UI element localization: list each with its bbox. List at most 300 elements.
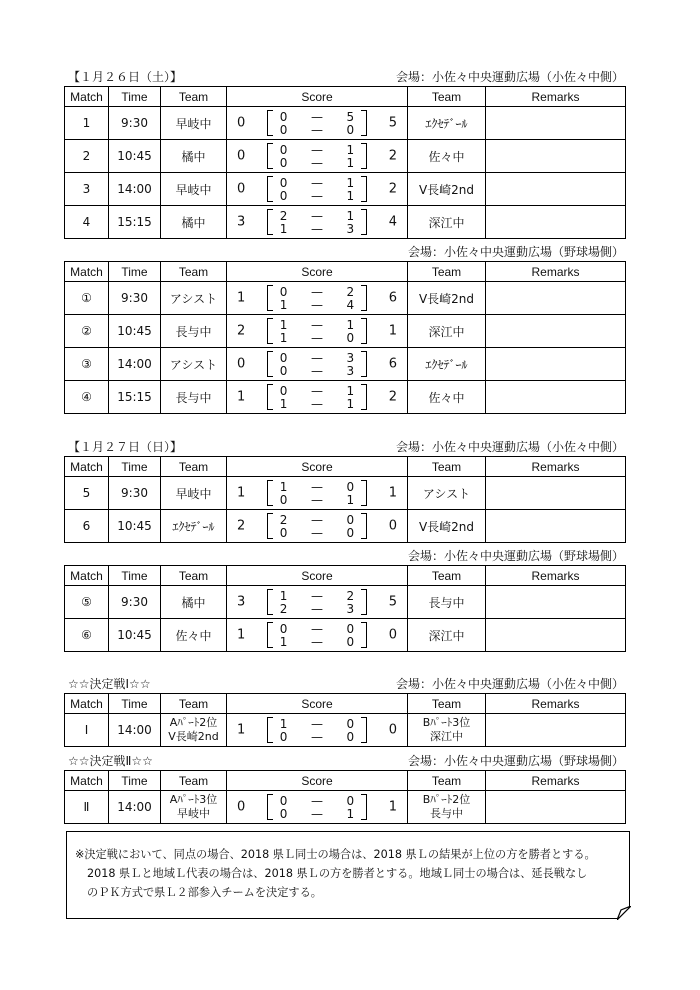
kickoff-time: 9:30 [109,477,161,510]
kickoff-time: 14:00 [109,348,161,381]
score-dash: — [310,793,323,808]
first-half-score [268,176,366,189]
home-team: 橘中 [161,140,227,173]
match-row [65,619,626,652]
remarks-cell [486,348,626,381]
away-total-score: 0 [388,722,397,738]
home-total-score: 1 [237,290,246,306]
second-half-home: 0 [279,492,288,507]
score-dash: — [310,297,323,312]
match-row [65,791,626,824]
score-dash: — [310,221,323,236]
score-cell [227,206,408,239]
col-header-remarks: Remarks [486,457,626,477]
second-half-score [268,123,366,136]
match-number: ④ [65,381,109,414]
score-dash: — [310,363,323,378]
match-number: 4 [65,206,109,239]
match-number: ① [65,282,109,315]
match-row [65,348,626,381]
first-half-away: 0 [346,512,355,527]
match-number: 1 [65,107,109,140]
away-team: 長与中 [408,586,486,619]
match-number: 3 [65,173,109,206]
col-header-remarks: Remarks [486,566,626,586]
score-dash: — [310,208,323,223]
home-total-score: 0 [237,799,246,815]
kickoff-time: 9:30 [109,282,161,315]
second-half-away: 1 [346,155,355,170]
first-half-away: 0 [346,793,355,808]
remarks-cell [486,206,626,239]
half-score-bracket [267,384,367,410]
venue-label: 会場：小佐々中央運動広場（野球場側） [407,549,624,563]
half-score-bracket [267,318,367,344]
first-half-away: 1 [346,317,355,332]
second-half-home: 0 [279,155,288,170]
first-half-home: 2 [279,208,288,223]
home-total-score: 3 [237,594,246,610]
match-number: Ⅱ [65,791,109,824]
first-half-away: 2 [346,588,355,603]
col-header-team: Team [161,262,227,282]
header-row [65,457,626,477]
first-half-away: 0 [346,716,355,731]
half-score-bracket [267,176,367,202]
home-total-score: 0 [237,148,246,164]
score-cell [227,107,408,140]
score-cell [227,282,408,315]
first-half-away: 5 [346,109,355,124]
col-header-time: Time [109,694,161,714]
away-team: 深江中 [408,315,486,348]
away-team: ｴｸｾﾃﾞｰﾙ [408,348,486,381]
kickoff-time: 14:00 [109,791,161,824]
first-half-score [268,480,366,493]
col-header-score: Score [227,87,408,107]
home-team-name: 早岐中 [177,807,210,820]
second-half-score [268,526,366,539]
first-half-score [268,143,366,156]
home-team: 早岐中 [161,477,227,510]
away-team-seed: Bﾊﾟｰﾄ2位 [422,792,471,806]
match-number: 6 [65,510,109,543]
home-total-score: 2 [237,323,246,339]
kickoff-time: 9:30 [109,586,161,619]
second-half-away: 0 [346,122,355,137]
venue-label: 会場：小佐々中央運動広場（野球場側） [407,754,624,768]
col-header-remarks: Remarks [486,262,626,282]
section-header [68,752,624,770]
score-dash: — [310,512,323,527]
home-total-score: 2 [237,518,246,534]
first-half-home: 1 [279,716,288,731]
away-total-score: 1 [388,323,397,339]
second-half-score [268,397,366,410]
second-half-away: 0 [346,525,355,540]
home-team-seed: Aﾊﾟｰﾄ3位 [169,792,218,806]
first-half-home: 0 [279,109,288,124]
away-team: 深江中 [408,619,486,652]
score-dash: — [310,109,323,124]
venue-label: 会場：小佐々中央運動広場（野球場側） [407,245,624,259]
note-line-1: ※決定戦において、同点の場合、2018 県Ｌ同士の場合は、2018 県Ｌの結果が上位の方を勝者とする。 [75,848,596,861]
col-header-score: Score [227,457,408,477]
home-team: 橘中 [161,586,227,619]
match-row [65,140,626,173]
col-header-time: Time [109,87,161,107]
home-total-score: 1 [237,627,246,643]
remarks-cell [486,791,626,824]
score-dash: — [310,588,323,603]
col-header-time: Time [109,771,161,791]
away-total-score: 0 [388,518,397,534]
first-half-home: 0 [279,383,288,398]
match-number: ⑥ [65,619,109,652]
first-half-score [268,589,366,602]
away-team: V長崎2nd [408,282,486,315]
score-cell [227,791,408,824]
section-date-label: ☆☆決定戦Ⅰ☆☆ [68,677,151,691]
score-cell [227,714,408,747]
second-half-away: 1 [346,492,355,507]
venue-label: 会場：小佐々中央運動広場（小佐々中側） [395,440,624,454]
first-half-away: 1 [346,208,355,223]
col-header-team2: Team [408,771,486,791]
second-half-away: 1 [346,188,355,203]
home-team: 長与中 [161,381,227,414]
first-half-away: 1 [346,383,355,398]
score-cell [227,510,408,543]
remarks-cell [486,510,626,543]
section-header [68,675,624,693]
col-header-team: Team [161,694,227,714]
away-team: 深江中 [408,206,486,239]
home-team: アシスト [161,282,227,315]
col-header-time: Time [109,457,161,477]
match-number: ② [65,315,109,348]
second-half-score [268,807,366,820]
first-half-score [268,513,366,526]
kickoff-time: 10:45 [109,510,161,543]
first-half-score [268,717,366,730]
venue-label: 会場：小佐々中央運動広場（小佐々中側） [395,677,624,691]
second-half-score [268,493,366,506]
second-half-away: 4 [346,297,355,312]
remarks-cell [486,381,626,414]
away-team-seed: Bﾊﾟｰﾄ3位 [422,715,471,729]
away-total-score: 2 [388,389,397,405]
col-header-team2: Team [408,87,486,107]
match-number: ③ [65,348,109,381]
schedule-table [64,770,626,824]
home-team: 橘中 [161,206,227,239]
home-team-seed: Aﾊﾟｰﾄ2位 [169,715,218,729]
score-cell [227,477,408,510]
half-score-bracket [267,143,367,169]
kickoff-time: 10:45 [109,140,161,173]
section-header [68,438,624,456]
first-half-home: 2 [279,512,288,527]
home-total-score: 1 [237,485,246,501]
score-dash: — [310,188,323,203]
score-dash: — [310,806,323,821]
second-half-home: 0 [279,806,288,821]
remarks-cell [486,107,626,140]
first-half-home: 0 [279,175,288,190]
home-total-score: 0 [237,356,246,372]
half-score-bracket [267,622,367,648]
home-team-name: V長崎2nd [168,730,219,743]
home-total-score: 0 [237,115,246,131]
second-half-home: 0 [279,525,288,540]
remarks-cell [486,714,626,747]
section-date-label: ☆☆決定戦Ⅱ☆☆ [68,754,153,768]
away-team: 佐々中 [408,381,486,414]
col-header-remarks: Remarks [486,694,626,714]
score-dash: — [310,175,323,190]
section-date-label: 【１月２７日（日）】 [68,440,183,454]
col-header-time: Time [109,262,161,282]
away-team [408,714,486,747]
second-half-away: 3 [346,363,355,378]
home-team: 早岐中 [161,173,227,206]
first-half-home: 0 [279,142,288,157]
score-cell [227,381,408,414]
half-score-bracket [267,513,367,539]
header-row [65,694,626,714]
match-row [65,714,626,747]
col-header-team2: Team [408,694,486,714]
col-header-team2: Team [408,262,486,282]
col-header-match: Match [65,457,109,477]
col-header-team: Team [161,457,227,477]
second-half-home: 1 [279,221,288,236]
home-total-score: 0 [237,181,246,197]
col-header-team: Team [161,87,227,107]
remarks-cell [486,477,626,510]
first-half-away: 3 [346,350,355,365]
second-half-home: 0 [279,729,288,744]
col-header-team: Team [161,566,227,586]
score-cell [227,619,408,652]
match-row [65,477,626,510]
note-line-3: のＰＫ方式で県Ｌ２部参入チームを決定する。 [87,886,322,899]
away-team: 佐々中 [408,140,486,173]
score-dash: — [310,317,323,332]
away-team: V長崎2nd [408,173,486,206]
first-half-away: 0 [346,479,355,494]
score-dash: — [310,330,323,345]
col-header-match: Match [65,262,109,282]
match-row [65,381,626,414]
venue-label: 会場：小佐々中央運動広場（小佐々中側） [395,70,624,84]
first-half-home: 1 [279,479,288,494]
col-header-score: Score [227,262,408,282]
col-header-team: Team [161,771,227,791]
first-half-away: 0 [346,621,355,636]
first-half-score [268,622,366,635]
second-half-home: 1 [279,396,288,411]
score-cell [227,315,408,348]
schedule-table [64,565,626,652]
score-dash: — [310,729,323,744]
home-team: ｴｸｾﾃﾞｰﾙ [161,510,227,543]
first-half-home: 1 [279,588,288,603]
folded-corner-icon [617,906,631,920]
schedule-table [64,261,626,414]
second-half-score [268,189,366,202]
match-number: 2 [65,140,109,173]
home-team: アシスト [161,348,227,381]
score-dash: — [310,479,323,494]
kickoff-time: 14:00 [109,173,161,206]
second-half-home: 1 [279,297,288,312]
away-team-name: 深江中 [430,730,463,743]
away-total-score: 6 [388,290,397,306]
half-score-bracket [267,589,367,615]
half-score-bracket [267,480,367,506]
score-dash: — [310,492,323,507]
col-header-team2: Team [408,566,486,586]
away-total-score: 4 [388,214,397,230]
header-row [65,566,626,586]
col-header-remarks: Remarks [486,87,626,107]
match-row [65,107,626,140]
col-header-match: Match [65,566,109,586]
score-dash: — [310,634,323,649]
second-half-home: 2 [279,601,288,616]
away-total-score: 1 [388,485,397,501]
remarks-cell [486,619,626,652]
match-number: 5 [65,477,109,510]
score-cell [227,173,408,206]
home-team: 早岐中 [161,107,227,140]
first-half-score [268,318,366,331]
first-half-home: 0 [279,284,288,299]
score-cell [227,348,408,381]
section-header [68,243,624,261]
away-team-name: 長与中 [430,807,463,820]
second-half-home: 0 [279,188,288,203]
home-total-score: 1 [237,722,246,738]
score-dash: — [310,396,323,411]
col-header-score: Score [227,566,408,586]
away-total-score: 1 [388,799,397,815]
first-half-score [268,285,366,298]
kickoff-time: 15:15 [109,206,161,239]
first-half-home: 0 [279,793,288,808]
second-half-away: 0 [346,634,355,649]
note-line-2: 2018 県Ｌと地域Ｌ代表の場合は、2018 県Ｌの方を勝者とする。地域Ｌ同士の場合は、延長戦なし [87,867,588,880]
second-half-score [268,222,366,235]
schedule-table [64,693,626,747]
away-total-score: 5 [388,115,397,131]
score-dash: — [310,122,323,137]
second-half-away: 1 [346,806,355,821]
second-half-score [268,331,366,344]
home-team: 佐々中 [161,619,227,652]
away-team: V長崎2nd [408,510,486,543]
remarks-cell [486,173,626,206]
first-half-away: 1 [346,175,355,190]
second-half-score [268,156,366,169]
second-half-home: 1 [279,330,288,345]
second-half-away: 0 [346,330,355,345]
first-half-away: 2 [346,284,355,299]
away-team [408,791,486,824]
second-half-home: 0 [279,122,288,137]
second-half-score [268,635,366,648]
second-half-score [268,602,366,615]
home-team [161,714,227,747]
away-total-score: 2 [388,148,397,164]
first-half-home: 0 [279,350,288,365]
score-dash: — [310,716,323,731]
kickoff-time: 14:00 [109,714,161,747]
col-header-score: Score [227,771,408,791]
score-dash: — [310,284,323,299]
away-total-score: 5 [388,594,397,610]
first-half-score [268,794,366,807]
col-header-match: Match [65,771,109,791]
schedule-table [64,456,626,543]
away-team: ｴｸｾﾃﾞｰﾙ [408,107,486,140]
second-half-away: 0 [346,729,355,744]
section-header [68,68,624,86]
first-half-score [268,384,366,397]
half-score-bracket [267,351,367,377]
kickoff-time: 10:45 [109,315,161,348]
col-header-team2: Team [408,457,486,477]
home-total-score: 3 [237,214,246,230]
score-dash: — [310,601,323,616]
score-dash: — [310,621,323,636]
half-score-bracket [267,209,367,235]
second-half-home: 0 [279,363,288,378]
second-half-away: 3 [346,601,355,616]
remarks-cell [486,140,626,173]
match-row [65,206,626,239]
header-row [65,262,626,282]
kickoff-time: 15:15 [109,381,161,414]
first-half-score [268,351,366,364]
score-dash: — [310,383,323,398]
first-half-score [268,110,366,123]
col-header-remarks: Remarks [486,771,626,791]
col-header-time: Time [109,566,161,586]
remarks-cell [486,282,626,315]
away-total-score: 6 [388,356,397,372]
score-cell [227,140,408,173]
col-header-match: Match [65,694,109,714]
section-header [68,547,624,565]
away-total-score: 0 [388,627,397,643]
match-number: Ⅰ [65,714,109,747]
match-row [65,510,626,543]
half-score-bracket [267,285,367,311]
away-team: アシスト [408,477,486,510]
header-row [65,771,626,791]
score-dash: — [310,155,323,170]
home-team [161,791,227,824]
first-half-home: 1 [279,317,288,332]
header-row [65,87,626,107]
second-half-away: 1 [346,396,355,411]
score-cell [227,586,408,619]
section-date-label: 【１月２６日（土）】 [68,70,183,84]
first-half-score [268,209,366,222]
